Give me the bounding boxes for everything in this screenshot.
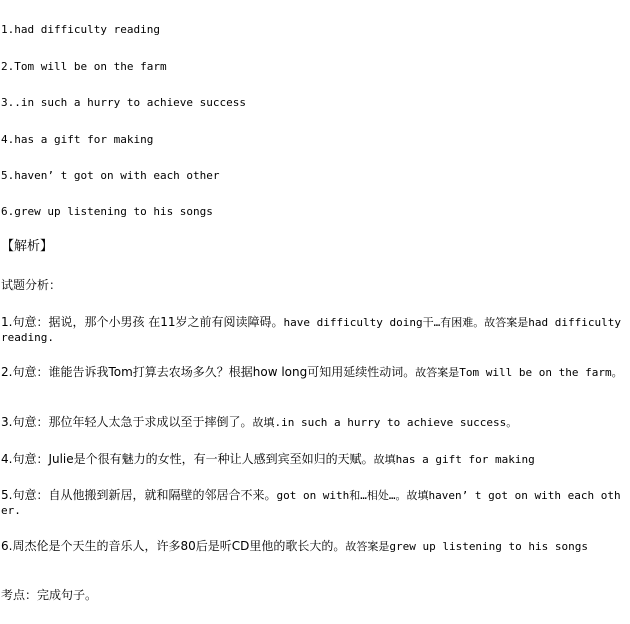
explanation-4-zh: 4.句意：Julie是个很有魅力的女性，有一种让人感到宾至如归的天赋。 — [1, 452, 374, 466]
explanation-2 — [1, 365, 627, 380]
explanation-1-zh: 1.句意：据说，那个小男孩 在11岁之前有阅读障碍。 — [1, 315, 284, 329]
answer-3: 3..in such a hurry to achieve success — [1, 96, 247, 109]
explanation-1 — [1, 315, 627, 345]
explanation-2-en: 故答案是Tom will be on the farm。 — [415, 366, 623, 379]
answer-5: 5.haven’ t got on with each other — [1, 169, 220, 182]
explanation-3 — [1, 415, 627, 430]
explanation-2-zh: 2.句意：谁能告诉我Tom打算去农场多久？根据how long可知用延续性动词。 — [1, 365, 416, 379]
explanation-4-en: 故填has a gift for making — [373, 453, 535, 466]
answer-4: 4.has a gift for making — [1, 133, 154, 146]
analysis-label: 试题分析： — [1, 278, 62, 292]
explanation-6 — [1, 539, 627, 554]
explanation-5 — [1, 488, 627, 518]
answer-6: 6.grew up listening to his songs — [1, 205, 213, 218]
jiexi-heading: 【解析】 — [1, 239, 54, 254]
explanation-3-en: 故填.in such a hurry to achieve success。 — [252, 416, 518, 429]
explanation-1-en: have difficulty doing干…有困难。故答案是had difficulty reading. — [1, 316, 621, 344]
explanation-4 — [1, 452, 627, 467]
explanation-6-zh: 6.周杰伦是个天生的音乐人，许多80后是听CD里他的歌长大的。 — [1, 539, 346, 553]
answer-1: 1.had difficulty reading — [1, 23, 160, 36]
kaodian: 考点：完成句子。 — [1, 588, 98, 602]
answer-2: 2.Tom will be on the farm — [1, 60, 167, 73]
explanation-6-en: 故答案是grew up listening to his songs — [345, 540, 589, 553]
explanation-5-en: got on with和…相处…。故填haven’ t got on with each other. — [1, 489, 621, 517]
explanation-5-zh: 5.句意：自从他搬到新居，就和隔壁的邻居合不来。 — [1, 488, 277, 502]
explanation-3-zh: 3.句意：那位年轻人太急于求成以至于摔倒了。 — [1, 415, 253, 429]
